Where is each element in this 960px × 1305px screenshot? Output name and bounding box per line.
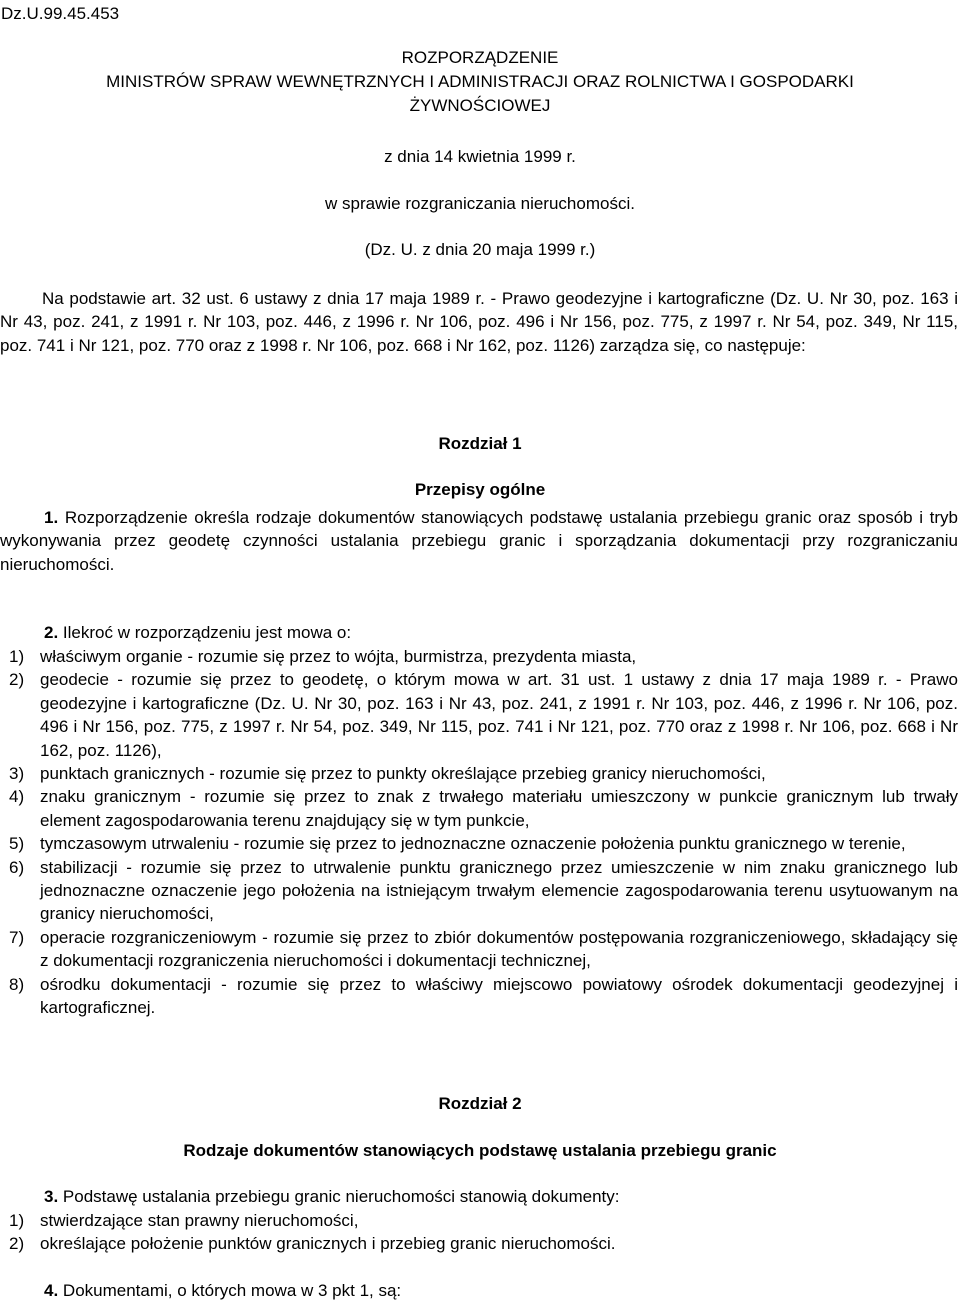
title-line-2: MINISTRÓW SPRAW WEWNĘTRZNYCH I ADMINISTRACJI ORAZ ROLNICTWA I GOSPODARKI: [106, 72, 854, 91]
list-item-number: 2): [9, 670, 25, 690]
list-item-number: 3): [9, 764, 25, 784]
list-item-number: 1): [9, 647, 25, 666]
section-2-text: Ilekroć w rozporządzeniu jest mowa o:: [58, 623, 352, 642]
section-2-definitions-list: [0, 645, 958, 1020]
section-2: [44, 621, 958, 644]
title-line-3: ŻYWNOŚCIOWEJ: [409, 96, 551, 115]
list-item-text: punktach granicznych - rozumie się przez to punkty określające przebieg granicy nieruchomości,: [40, 764, 766, 784]
list-item: [0, 645, 958, 668]
chapter-1-heading: Rozdział 1: [438, 434, 522, 453]
legal-basis-paragraph: Na podstawie art. 32 ust. 6 ustawy z dnia 17 maja 1989 r. - Prawo geodezyjne i kartograficzne (Dz. U. Nr 30, poz. 163 i Nr 43, poz. 241, z 1991 r. Nr 103, poz. 446, z 1996 r. Nr 106, poz. 496 i Nr 156, poz. 775, z 1997 r. Nr 54, poz. 349, Nr 115, poz. 741 i Nr 121, poz. 770 oraz z 1998 r. Nr 106, poz. 668 i Nr 162, poz. 1126) zarządza się, co następuje:: [0, 289, 958, 355]
list-item-number: 6): [9, 857, 25, 877]
publication-reference: (Dz. U. z dnia 20 maja 1999 r.): [364, 240, 596, 259]
list-item: [0, 1209, 958, 1232]
chapter-2-heading: Rozdział 2: [438, 1094, 522, 1113]
list-item-number: 4): [9, 787, 25, 807]
list-item: [0, 832, 958, 855]
list-item: [0, 926, 958, 973]
section-4-text: Dokumentami, o których mowa w 3 pkt 1, są:: [58, 1281, 402, 1300]
list-item-number: 5): [9, 834, 25, 854]
list-item-text: określające położenie punktów granicznych i przebieg granic nieruchomości.: [40, 1234, 616, 1254]
chapter-1-title: Przepisy ogólne: [414, 480, 546, 499]
document-date: z dnia 14 kwietnia 1999 r.: [384, 147, 576, 166]
section-2-mark: 2.: [44, 623, 59, 642]
list-item: [0, 762, 958, 785]
section-3-documents-list: [0, 1209, 958, 1256]
title-line-1: ROZPORZĄDZENIE: [401, 48, 559, 67]
list-item-text: stabilizacji - rozumie się przez to utrwalenie punktu granicznego przez umieszczenie w nim znaku granicznego lub jednoznaczne oznaczenie jego położenia na istniejącym trwałym elemencie zagospodarowania terenu usytuowanym na granicy nieruchomości,: [40, 857, 958, 924]
list-item-text: właściwym organie - rozumie się przez to wójta, burmistrza, prezydenta miasta,: [40, 647, 637, 666]
document-title: [0, 46, 960, 118]
list-item-text: geodecie - rozumie się przez to geodetę, o którym mowa w art. 31 ust. 1 ustawy z dnia 17 maja 1989 r. - Prawo geodezyjne i kartograficzne (Dz. U. Nr 30, poz. 163 i Nr 43, poz. 241, z 1991 r. Nr 103, poz. 446, z 1996 r. Nr 106, poz. 496 i Nr 156, poz. 775, z 1997 r. Nr 54, poz. 349, Nr 115, poz. 741 i Nr 121, poz. 770 oraz z 1998 r. Nr 106, poz. 668 i Nr 162, poz. 1126),: [40, 670, 958, 760]
section-4: [44, 1279, 958, 1302]
section-3: [44, 1185, 958, 1208]
list-item-text: stwierdzające stan prawny nieruchomości,: [40, 1211, 359, 1230]
chapter-2-title: Rodzaje dokumentów stanowiących podstawę ustalania przebiegu granic: [183, 1141, 777, 1160]
list-item-number: 2): [9, 1234, 25, 1254]
document-id: Dz.U.99.45.453: [1, 4, 120, 23]
list-item: [0, 785, 958, 832]
list-item: [0, 973, 958, 1020]
section-1-mark: 1.: [44, 508, 59, 527]
list-item-number: 7): [9, 927, 25, 947]
section-3-text: Podstawę ustalania przebiegu granic nieruchomości stanowią dokumenty:: [58, 1187, 620, 1206]
list-item-number: 1): [9, 1211, 25, 1230]
section-3-mark: 3.: [44, 1187, 59, 1206]
section-1-text: Rozporządzenie określa rodzaje dokumentów stanowiących podstawę ustalania przebiegu granic oraz sposób i tryb wykonywania przez geodetę czynności ustalania przebiegu granic i sporządzania dokumentacji przy rozgraniczaniu nieruchomości.: [0, 508, 958, 574]
section-4-mark: 4.: [44, 1281, 59, 1300]
list-item-text: tymczasowym utrwaleniu - rozumie się przez to jednoznaczne oznaczenie położenia punktu granicznego w terenie,: [40, 834, 906, 854]
list-item: [0, 668, 958, 762]
list-item-text: ośrodku dokumentacji - rozumie się przez to właściwy miejscowo powiatowy ośrodek dokumentacji geodezyjnej i kartograficznej.: [40, 974, 958, 1018]
list-item-text: operacie rozgraniczeniowym - rozumie się przez to zbiór dokumentów postępowania rozgraniczeniowego, składający się z dokumentacji rozgraniczenia nieruchomości i dokumentacji technicznej,: [40, 927, 958, 971]
list-item: [0, 1232, 958, 1255]
list-item-text: znaku granicznym - rozumie się przez to znak z trwałego materiału umieszczony w punkcie granicznym lub trwały element zagospodarowania terenu znajdujący się w tym punkcie,: [40, 787, 958, 830]
list-item-number: 8): [9, 974, 25, 994]
document-subject: w sprawie rozgraniczania nieruchomości.: [325, 194, 635, 213]
section-1: [0, 506, 958, 576]
list-item: [0, 856, 958, 926]
